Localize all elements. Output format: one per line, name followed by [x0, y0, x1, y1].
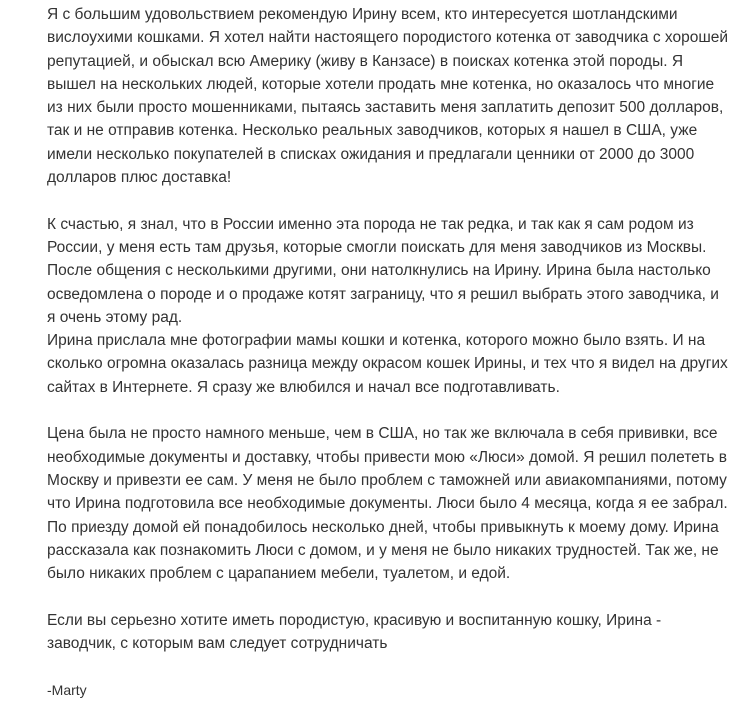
text-line: вислоухими кошками. Я хотел найти настоящего породистого котенка от заводчика с хорошей	[47, 29, 729, 47]
paragraph-2	[47, 213, 728, 399]
signature: -Marty	[47, 681, 87, 698]
text-line: сколько огромна оказалась разница между окрасом кошек Ирины, и тех что я видел на других	[47, 355, 728, 373]
text-line: рассказала как познакомить Люси с домом, и у меня не было никаких трудностей. Так же, не	[47, 541, 719, 559]
text-line: К счастью, я знал, что в России именно эта порода не так редка, и так как я сам родом из	[47, 215, 694, 233]
paragraph-3	[47, 422, 728, 585]
text-line: России, у меня есть там друзья, которые смогли поискать для меня заводчиков из Москвы.	[47, 238, 707, 256]
text-line: Цена была не просто намного меньше, чем в США, но так же включала в себя прививки, все	[47, 425, 718, 443]
testimonial-text	[47, 3, 729, 702]
text-line: Ирина прислала мне фотографии мамы кошки и котенка, которого можно было взять. И на	[47, 332, 706, 350]
text-line: вышел на нескольких людей, которые хотели продать мне котенка, но оказалось что многие	[47, 75, 715, 93]
paragraph-4	[47, 609, 717, 656]
text-line: сайтах в Интернете. Я сразу же влюбился и начал все подготавливать.	[47, 378, 560, 396]
text-line: так и не отправив котенка. Несколько реальных заводчиков, которых я нашел в США, уже	[47, 122, 698, 140]
text-line: После общения с несколькими другими, они натолкнулись на Ирину. Ирина была настолько	[47, 262, 711, 280]
text-line: Если вы серьезно хотите иметь породистую, красивую и воспитанную кошку, Ирина -	[47, 611, 662, 629]
text-line: из них были просто мошенниками, пытаясь заставить меня заплатить депозит 500 долларов,	[47, 99, 724, 117]
text-line: Я с большим удовольствием рекомендую Ирину всем, кто интересуется шотландскими	[47, 6, 678, 23]
text-line: Москву и привезти ее сам. У меня не было проблем с таможней или авиакомпаниями, потому	[47, 471, 727, 489]
text-line: По приезду домой ей понадобилось несколько дней, чтобы привыкнуть к моему дому. Ирина	[47, 518, 719, 536]
text-line: необходимые документы и доставку, чтобы привести мою «Люси» домой. Я решил полететь в	[47, 448, 727, 466]
paragraph-1	[47, 3, 729, 189]
text-line: я очень этому рад.	[47, 308, 183, 326]
text-line: осведомлена о породе и о продаже котят заграницу, что я решил выбрать этого заводчика, и	[47, 285, 719, 303]
text-line: что Ирина подготовила все необходимые документы. Люси было 4 месяца, когда я ее забрал.	[47, 495, 728, 513]
text-line: репутацией, и обыскал всю Америку (живу в Канзасе) в поисках котенка этой породы. Я	[47, 52, 684, 70]
text-line: было никаких проблем с царапанием мебели, туалетом, и едой.	[47, 565, 511, 583]
text-line: имели несколько покупателей в списках ожидания и предлагали ценники от 2000 до 3000	[47, 145, 695, 163]
text-line: долларов плюс доставка!	[47, 169, 232, 187]
text-line: заводчик, с которым вам следует сотрудничать	[47, 635, 388, 653]
